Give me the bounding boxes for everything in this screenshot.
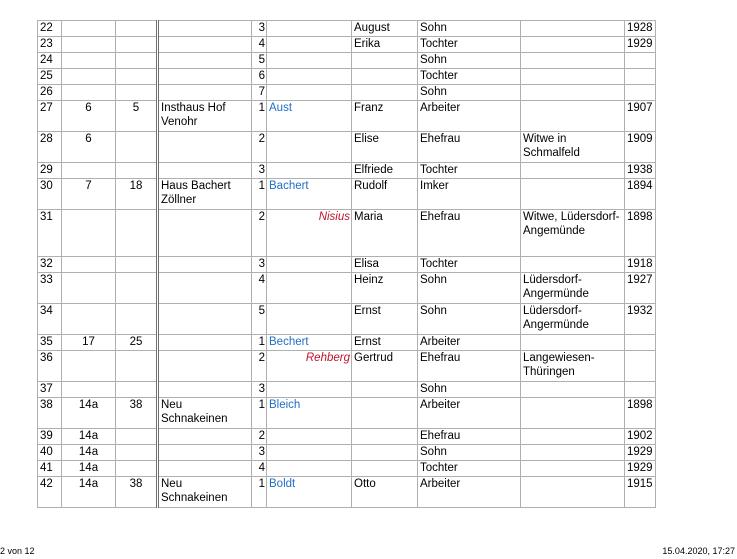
cell-remark xyxy=(521,382,625,398)
cell-year xyxy=(625,382,656,398)
cell-dwelling xyxy=(158,85,252,101)
cell-household-index: 2 xyxy=(252,210,267,257)
cell-relation: Tochter xyxy=(418,37,521,53)
cell-col-a xyxy=(62,69,116,85)
cell-year: 1915 xyxy=(625,477,656,508)
cell-col-a xyxy=(62,210,116,257)
cell-col-b xyxy=(116,37,158,53)
cell-relation: Ehefrau xyxy=(418,351,521,382)
cell-col-a xyxy=(62,163,116,179)
cell-dwelling xyxy=(158,429,252,445)
cell-dwelling xyxy=(158,53,252,69)
cell-year: 1894 xyxy=(625,179,656,210)
table-row xyxy=(38,445,656,461)
cell-dwelling xyxy=(158,461,252,477)
cell-remark: Witwe in Schmalfeld xyxy=(521,132,625,163)
row-number: 35 xyxy=(38,335,62,351)
cell-maiden-name: Nisius xyxy=(267,210,352,257)
cell-first-name: Ernst xyxy=(352,304,418,335)
cell-remark xyxy=(521,461,625,477)
cell-year: 1929 xyxy=(625,37,656,53)
cell-surname xyxy=(267,85,352,101)
table-row xyxy=(38,351,656,382)
cell-surname xyxy=(267,257,352,273)
cell-relation: Ehefrau xyxy=(418,132,521,163)
cell-col-a: 14a xyxy=(62,445,116,461)
cell-surname xyxy=(267,53,352,69)
cell-household-index: 3 xyxy=(252,257,267,273)
cell-first-name: August xyxy=(352,21,418,37)
cell-relation: Ehefrau xyxy=(418,210,521,257)
row-number: 37 xyxy=(38,382,62,398)
cell-col-b: 5 xyxy=(116,101,158,132)
cell-remark xyxy=(521,445,625,461)
cell-remark xyxy=(521,85,625,101)
cell-first-name: Rudolf xyxy=(352,179,418,210)
cell-year: 1927 xyxy=(625,273,656,304)
cell-household-index: 2 xyxy=(252,351,267,382)
cell-year xyxy=(625,335,656,351)
cell-dwelling xyxy=(158,69,252,85)
cell-first-name xyxy=(352,445,418,461)
table-row xyxy=(38,398,656,429)
cell-col-a xyxy=(62,273,116,304)
cell-col-a: 14a xyxy=(62,429,116,445)
table-row xyxy=(38,85,656,101)
cell-first-name: Erika xyxy=(352,37,418,53)
cell-dwelling: Insthaus Hof Venohr xyxy=(158,101,252,132)
cell-surname: Bachert xyxy=(267,179,352,210)
cell-household-index: 1 xyxy=(252,398,267,429)
cell-col-a xyxy=(62,351,116,382)
cell-year: 1907 xyxy=(625,101,656,132)
table-row xyxy=(38,257,656,273)
row-number: 24 xyxy=(38,53,62,69)
cell-household-index: 6 xyxy=(252,69,267,85)
cell-year xyxy=(625,53,656,69)
cell-first-name: Heinz xyxy=(352,273,418,304)
table-row xyxy=(38,273,656,304)
cell-col-b: 38 xyxy=(116,398,158,429)
cell-remark xyxy=(521,398,625,429)
table-row xyxy=(38,461,656,477)
cell-col-b xyxy=(116,69,158,85)
cell-col-a xyxy=(62,257,116,273)
cell-first-name xyxy=(352,398,418,429)
cell-maiden-name: Rehberg xyxy=(267,351,352,382)
table-row xyxy=(38,382,656,398)
cell-col-a xyxy=(62,304,116,335)
cell-col-b xyxy=(116,163,158,179)
table-row xyxy=(38,335,656,351)
table-row xyxy=(38,53,656,69)
cell-surname xyxy=(267,132,352,163)
table-row xyxy=(38,163,656,179)
row-number: 40 xyxy=(38,445,62,461)
cell-household-index: 4 xyxy=(252,273,267,304)
cell-col-b xyxy=(116,351,158,382)
cell-household-index: 4 xyxy=(252,461,267,477)
cell-household-index: 1 xyxy=(252,335,267,351)
cell-relation: Tochter xyxy=(418,257,521,273)
cell-col-b: 38 xyxy=(116,477,158,508)
cell-col-b: 18 xyxy=(116,179,158,210)
cell-year: 1929 xyxy=(625,461,656,477)
cell-col-a xyxy=(62,53,116,69)
cell-household-index: 5 xyxy=(252,304,267,335)
cell-col-a: 14a xyxy=(62,461,116,477)
cell-year: 1909 xyxy=(625,132,656,163)
cell-year xyxy=(625,69,656,85)
cell-col-b xyxy=(116,21,158,37)
cell-dwelling xyxy=(158,304,252,335)
cell-relation: Sohn xyxy=(418,85,521,101)
table-row xyxy=(38,21,656,37)
row-number: 38 xyxy=(38,398,62,429)
cell-col-a xyxy=(62,37,116,53)
row-number: 25 xyxy=(38,69,62,85)
cell-col-a: 6 xyxy=(62,132,116,163)
cell-first-name xyxy=(352,461,418,477)
cell-household-index: 3 xyxy=(252,382,267,398)
row-number: 27 xyxy=(38,101,62,132)
cell-household-index: 5 xyxy=(252,53,267,69)
cell-first-name: Elfriede xyxy=(352,163,418,179)
cell-first-name: Otto xyxy=(352,477,418,508)
row-number: 39 xyxy=(38,429,62,445)
cell-dwelling xyxy=(158,37,252,53)
cell-relation: Tochter xyxy=(418,461,521,477)
cell-first-name: Franz xyxy=(352,101,418,132)
cell-surname xyxy=(267,163,352,179)
cell-surname: Boldt xyxy=(267,477,352,508)
cell-surname xyxy=(267,21,352,37)
cell-col-a: 17 xyxy=(62,335,116,351)
cell-dwelling xyxy=(158,445,252,461)
cell-surname xyxy=(267,304,352,335)
cell-relation: Sohn xyxy=(418,273,521,304)
cell-dwelling xyxy=(158,163,252,179)
cell-dwelling xyxy=(158,21,252,37)
cell-col-b xyxy=(116,132,158,163)
cell-first-name: Elise xyxy=(352,132,418,163)
cell-remark: Witwe, Lüdersdorf-Angemünde xyxy=(521,210,625,257)
cell-surname xyxy=(267,445,352,461)
cell-col-b xyxy=(116,273,158,304)
table-body xyxy=(38,21,656,508)
cell-household-index: 3 xyxy=(252,445,267,461)
cell-remark xyxy=(521,101,625,132)
cell-relation: Sohn xyxy=(418,304,521,335)
cell-household-index: 3 xyxy=(252,21,267,37)
cell-relation: Tochter xyxy=(418,69,521,85)
cell-first-name: Elisa xyxy=(352,257,418,273)
cell-surname: Bleich xyxy=(267,398,352,429)
cell-remark xyxy=(521,69,625,85)
cell-col-a xyxy=(62,382,116,398)
cell-dwelling: Neu Schnakeinen xyxy=(158,477,252,508)
row-number: 41 xyxy=(38,461,62,477)
table-row xyxy=(38,37,656,53)
cell-col-a: 6 xyxy=(62,101,116,132)
row-number: 29 xyxy=(38,163,62,179)
cell-dwelling xyxy=(158,351,252,382)
cell-remark: Lüdersdorf-Angermünde xyxy=(521,304,625,335)
table-row xyxy=(38,210,656,257)
cell-surname xyxy=(267,69,352,85)
cell-surname xyxy=(267,461,352,477)
cell-col-b xyxy=(116,304,158,335)
cell-col-a: 14a xyxy=(62,398,116,429)
row-number: 34 xyxy=(38,304,62,335)
row-number: 36 xyxy=(38,351,62,382)
cell-relation: Imker xyxy=(418,179,521,210)
cell-remark xyxy=(521,477,625,508)
cell-dwelling: Neu Schnakeinen xyxy=(158,398,252,429)
row-number: 31 xyxy=(38,210,62,257)
cell-household-index: 2 xyxy=(252,132,267,163)
cell-remark xyxy=(521,429,625,445)
row-number: 26 xyxy=(38,85,62,101)
cell-relation: Sohn xyxy=(418,21,521,37)
cell-col-b xyxy=(116,461,158,477)
table-row xyxy=(38,304,656,335)
table-row xyxy=(38,429,656,445)
table-row xyxy=(38,477,656,508)
cell-relation: Sohn xyxy=(418,382,521,398)
cell-remark: Lüdersdorf-Angermünde xyxy=(521,273,625,304)
cell-remark xyxy=(521,163,625,179)
cell-dwelling: Haus Bachert Zöllner xyxy=(158,179,252,210)
cell-first-name xyxy=(352,53,418,69)
cell-remark xyxy=(521,37,625,53)
cell-year: 1938 xyxy=(625,163,656,179)
cell-year: 1918 xyxy=(625,257,656,273)
cell-year xyxy=(625,85,656,101)
cell-year: 1898 xyxy=(625,210,656,257)
cell-remark xyxy=(521,21,625,37)
cell-dwelling xyxy=(158,210,252,257)
cell-col-b xyxy=(116,257,158,273)
page-number: 2 von 12 xyxy=(0,546,35,556)
cell-household-index: 4 xyxy=(252,37,267,53)
cell-household-index: 1 xyxy=(252,179,267,210)
cell-surname xyxy=(267,429,352,445)
cell-year: 1898 xyxy=(625,398,656,429)
cell-relation: Arbeiter xyxy=(418,101,521,132)
cell-year: 1928 xyxy=(625,21,656,37)
cell-first-name: Gertrud xyxy=(352,351,418,382)
cell-relation: Arbeiter xyxy=(418,477,521,508)
cell-remark xyxy=(521,179,625,210)
cell-first-name xyxy=(352,382,418,398)
register-table xyxy=(37,20,656,508)
cell-dwelling xyxy=(158,382,252,398)
cell-remark xyxy=(521,335,625,351)
cell-remark xyxy=(521,53,625,69)
cell-first-name xyxy=(352,69,418,85)
cell-col-b xyxy=(116,210,158,257)
cell-dwelling xyxy=(158,257,252,273)
cell-relation: Ehefrau xyxy=(418,429,521,445)
cell-first-name: Maria xyxy=(352,210,418,257)
row-number: 42 xyxy=(38,477,62,508)
cell-col-b xyxy=(116,85,158,101)
cell-relation: Arbeiter xyxy=(418,398,521,429)
table-row xyxy=(38,132,656,163)
cell-col-a: 7 xyxy=(62,179,116,210)
cell-year: 1902 xyxy=(625,429,656,445)
cell-remark: Langewiesen-Thüringen xyxy=(521,351,625,382)
cell-household-index: 7 xyxy=(252,85,267,101)
cell-household-index: 3 xyxy=(252,163,267,179)
row-number: 23 xyxy=(38,37,62,53)
row-number: 32 xyxy=(38,257,62,273)
cell-year xyxy=(625,351,656,382)
cell-col-a xyxy=(62,21,116,37)
cell-household-index: 1 xyxy=(252,477,267,508)
row-number: 30 xyxy=(38,179,62,210)
row-number: 22 xyxy=(38,21,62,37)
cell-col-b xyxy=(116,382,158,398)
table-row xyxy=(38,179,656,210)
cell-surname: Aust xyxy=(267,101,352,132)
row-number: 28 xyxy=(38,132,62,163)
cell-col-b xyxy=(116,429,158,445)
cell-first-name xyxy=(352,429,418,445)
row-number: 33 xyxy=(38,273,62,304)
cell-col-b xyxy=(116,53,158,69)
cell-dwelling xyxy=(158,132,252,163)
table-row xyxy=(38,101,656,132)
cell-surname: Bechert xyxy=(267,335,352,351)
cell-first-name: Ernst xyxy=(352,335,418,351)
cell-dwelling xyxy=(158,273,252,304)
cell-dwelling xyxy=(158,335,252,351)
cell-year: 1932 xyxy=(625,304,656,335)
cell-col-b xyxy=(116,445,158,461)
cell-relation: Sohn xyxy=(418,53,521,69)
cell-relation: Arbeiter xyxy=(418,335,521,351)
cell-col-a xyxy=(62,85,116,101)
cell-year: 1929 xyxy=(625,445,656,461)
cell-surname xyxy=(267,273,352,304)
cell-surname xyxy=(267,37,352,53)
cell-household-index: 2 xyxy=(252,429,267,445)
cell-relation: Tochter xyxy=(418,163,521,179)
cell-remark xyxy=(521,257,625,273)
cell-first-name xyxy=(352,85,418,101)
cell-col-b: 25 xyxy=(116,335,158,351)
cell-household-index: 1 xyxy=(252,101,267,132)
cell-relation: Sohn xyxy=(418,445,521,461)
table-row xyxy=(38,69,656,85)
cell-col-a: 14a xyxy=(62,477,116,508)
print-datetime: 15.04.2020, 17:27 xyxy=(662,546,735,556)
cell-surname xyxy=(267,382,352,398)
